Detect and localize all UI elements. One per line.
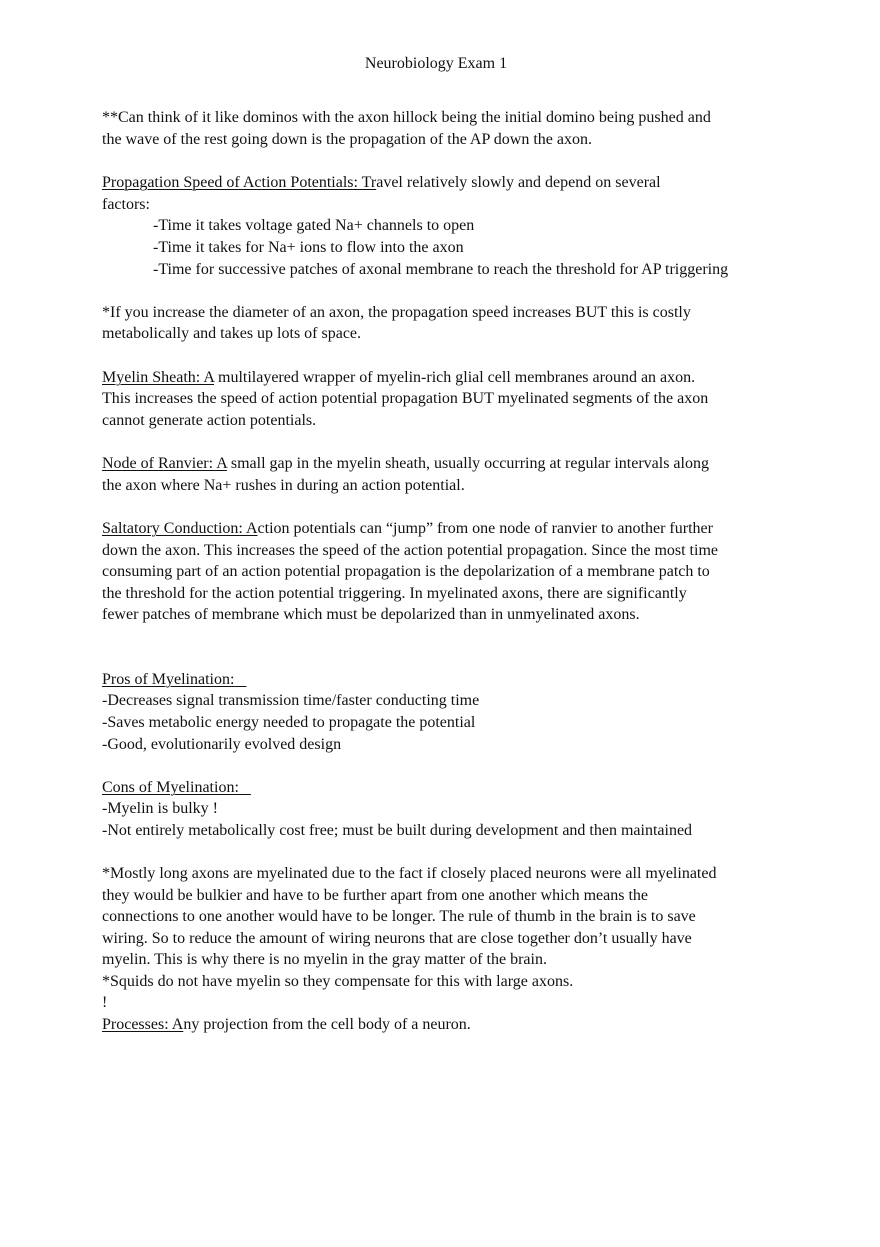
long-axons-line: connections to one another would have to be longer. The rule of thumb in the brain is to save xyxy=(102,908,696,925)
long-axons-line: wiring. So to reduce the amount of wiring neurons that are close together don’t usually have xyxy=(102,930,692,947)
myelin-sheath-line: This increases the speed of action potential propagation BUT myelinated segments of the axon xyxy=(102,390,709,407)
propagation-item: -Time for successive patches of axonal membrane to reach the threshold for AP triggering xyxy=(153,261,729,278)
domino-line-2: the wave of the rest going down is the propagation of the AP down the axon. xyxy=(102,131,592,148)
pros-heading: Pros of Myelination: xyxy=(102,671,235,688)
propagation-item: -Time it takes for Na+ ions to flow into the axon xyxy=(153,239,464,256)
saltatory-term: Saltatory Conduction: A xyxy=(102,520,258,537)
saltatory-line-1 xyxy=(102,518,713,540)
cons-item: -Not entirely metabolically cost free; must be built during development and then maintained xyxy=(102,822,693,839)
propagation-item: -Time it takes voltage gated Na+ channels to open xyxy=(153,217,475,234)
cons-heading: Cons of Myelination: xyxy=(102,779,239,796)
processes-term: Processes: A xyxy=(102,1016,184,1033)
saltatory-line: consuming part of an action potential propagation is the depolarization of a membrane patch to xyxy=(102,563,710,580)
myelin-sheath-first-rest: multilayered wrapper of myelin-rich glial cell membranes around an axon. xyxy=(214,369,696,386)
saltatory-line: the threshold for the action potential triggering. In myelinated axons, there are significantly xyxy=(102,585,687,602)
propagation-term: Propagation Speed of Action Potentials: Tr xyxy=(102,174,377,191)
myelin-sheath-term: Myelin Sheath: A xyxy=(102,369,214,386)
myelin-sheath-line-1 xyxy=(102,367,695,389)
propagation-line-1 xyxy=(102,172,661,194)
diameter-line-1: *If you increase the diameter of an axon, the propagation speed increases BUT this is costly xyxy=(102,304,691,321)
processes-first-rest: ny projection from the cell body of a neuron. xyxy=(183,1016,471,1033)
long-axons-line: they would be bulkier and have to be further apart from one another which means the xyxy=(102,887,649,904)
cons-heading-line xyxy=(102,777,251,799)
cons-item: -Myelin is bulky ! xyxy=(102,800,218,817)
pros-heading-line xyxy=(102,669,246,691)
exclamation-line: ! xyxy=(102,994,108,1011)
node-term: Node of Ranvier: A xyxy=(102,455,227,472)
node-line-1 xyxy=(102,453,709,475)
domino-line-1: **Can think of it like dominos with the axon hillock being the initial domino being pushed and xyxy=(102,109,711,126)
propagation-line-2: factors: xyxy=(102,196,150,213)
long-axons-line: myelin. This is why there is no myelin in the gray matter of the brain. xyxy=(102,951,547,968)
pros-item: -Good, evolutionarily evolved design xyxy=(102,736,342,753)
diameter-line-2: metabolically and takes up lots of space. xyxy=(102,325,362,342)
propagation-first-rest: avel relatively slowly and depend on several xyxy=(376,174,661,191)
pros-item: -Saves metabolic energy needed to propagate the potential xyxy=(102,714,476,731)
long-axons-line: *Mostly long axons are myelinated due to the fact if closely placed neurons were all myelinated xyxy=(102,865,717,882)
pros-item: -Decreases signal transmission time/faster conducting time xyxy=(102,692,480,709)
processes-line xyxy=(102,1014,471,1036)
squids-line: *Squids do not have myelin so they compensate for this with large axons. xyxy=(102,973,574,990)
node-line: the axon where Na+ rushes in during an action potential. xyxy=(102,477,465,494)
saltatory-line: down the axon. This increases the speed of the action potential propagation. Since the most time xyxy=(102,542,718,559)
myelin-sheath-line: cannot generate action potentials. xyxy=(102,412,317,429)
saltatory-line: fewer patches of membrane which must be depolarized than in unmyelinated axons. xyxy=(102,606,640,623)
page-title: Neurobiology Exam 1 xyxy=(364,55,508,72)
saltatory-first-rest: ction potentials can “jump” from one node of ranvier to another further xyxy=(257,520,713,537)
node-first-rest: small gap in the myelin sheath, usually occurring at regular intervals along xyxy=(226,455,709,472)
